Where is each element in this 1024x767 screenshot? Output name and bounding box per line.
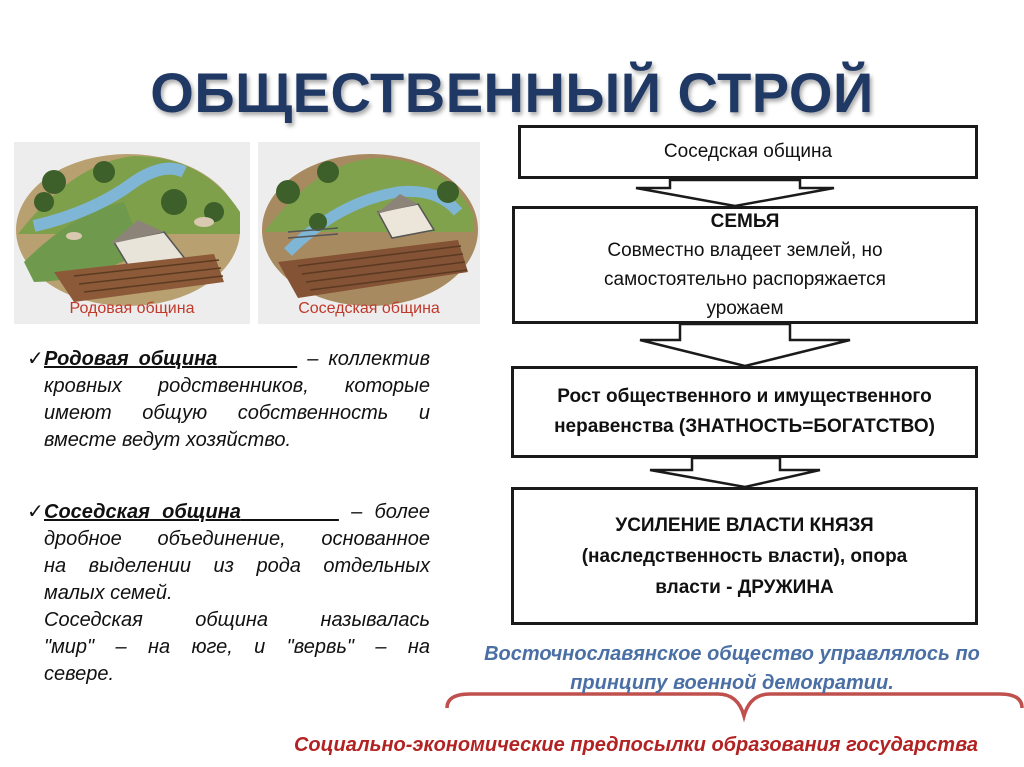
box-neighbor-community — [518, 125, 978, 179]
box-prince-power — [511, 487, 978, 625]
neighbor-community-caption: Соседская община — [298, 300, 440, 317]
box-title: СЕМЬЯ — [710, 211, 780, 232]
conclusion-line: Восточнославянское общество управлялось по — [484, 643, 980, 665]
box-text: самостоятельно распоряжается — [604, 269, 886, 290]
definition-text: имеют общую собственность и — [44, 402, 430, 424]
definition-text: вместе ведут хозяйство. — [44, 429, 292, 451]
definition-text: дробное объединение, основанное — [44, 528, 430, 550]
box-text: (наследственность власти), опора — [581, 545, 908, 567]
dash: – — [307, 348, 319, 370]
term-clan-community: Родовая община — [44, 348, 218, 370]
checkmark-icon: ✓ — [27, 348, 44, 370]
dash: – — [351, 501, 363, 523]
box-text: Соседская община — [663, 141, 833, 162]
box-text: неравенства (ЗНАТНОСТЬ=БОГАТСТВО) — [554, 416, 935, 437]
box-inequality — [511, 366, 978, 458]
note-text: Соседская община называлась — [44, 609, 430, 631]
note-text: севере. — [44, 663, 115, 685]
checkmark-icon: ✓ — [27, 501, 44, 523]
box-text: Рост общественного и имущественного — [557, 386, 932, 407]
conclusion — [440, 640, 1024, 698]
term-neighbor-community: Соседская община — [44, 501, 241, 523]
arrow-down-icon — [650, 458, 820, 487]
arrow-down-icon — [640, 324, 850, 366]
definition-text: более — [374, 501, 430, 523]
definition-text: коллектив — [328, 348, 431, 370]
box-family — [512, 206, 978, 324]
box-text: УСИЛЕНИЕ ВЛАСТИ КНЯЗЯ — [615, 514, 874, 536]
arrow-down-icon — [636, 180, 834, 206]
definition-text: малых семей. — [44, 582, 173, 604]
box-text: урожаем — [706, 298, 784, 319]
clan-community-caption: Родовая община — [69, 300, 195, 317]
definition-text: кровных родственников, которые — [44, 375, 430, 397]
note-text: "мир" – на юге, и "вервь" – на — [44, 636, 430, 658]
conclusion-line: принципу военной демократии. — [570, 672, 894, 694]
footer-caption: Социально-экономические предпосылки образования государства — [293, 734, 979, 756]
box-text: власти - ДРУЖИНА — [655, 576, 834, 598]
definition-text: на выделении из рода отдельных — [44, 555, 430, 577]
page-title: ОБЩЕСТВЕННЫЙ СТРОЙ — [150, 61, 874, 124]
box-text: Совместно владеет землей, но — [607, 240, 883, 261]
